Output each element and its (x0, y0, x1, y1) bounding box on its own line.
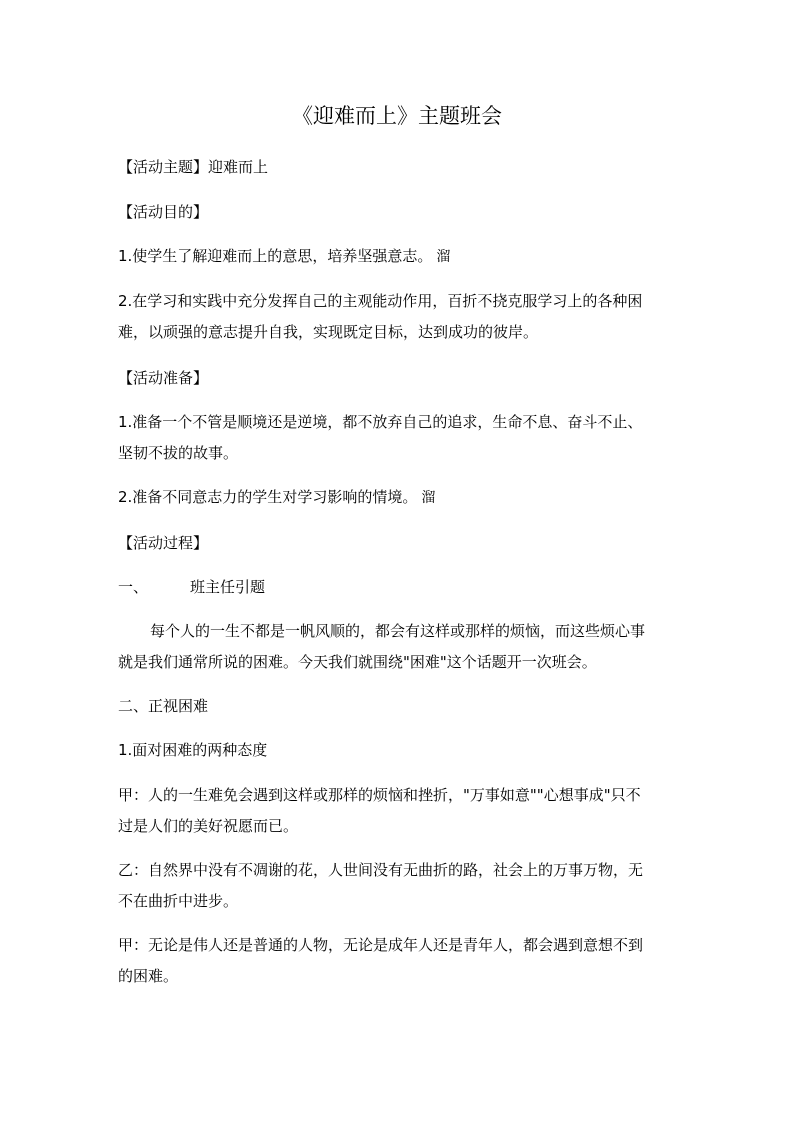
prep-item-2 (118, 487, 688, 508)
document-title: 《迎难而上》主题班会 (292, 104, 502, 128)
dialogue-yi-1-line-1: 乙：自然界中没有不凋谢的花，人世间没有无曲折的路，社会上的万事万物，无 (118, 861, 644, 879)
step-1-number: 一、 (118, 578, 149, 596)
dialogue-jia-2-line-2: 的困难。 (118, 967, 179, 985)
dialogue-jia-2-line-1: 甲：无论是伟人还是普通的人物，无论是成年人还是青年人，都会遇到意想不到 (118, 936, 644, 954)
step-1-title: 班主任引题 (190, 578, 266, 596)
step-2-heading: 二、正视困难 (118, 697, 209, 715)
prep-item-1-line-2: 坚韧不拔的故事。 (118, 444, 239, 462)
purpose-item-1-mark: 溜 (436, 249, 451, 265)
dialogue-jia-1-line-2: 过是人们的美好祝愿而已。 (118, 817, 299, 835)
dialogue-yi-1-line-2: 不在曲折中进步。 (118, 892, 239, 910)
dialogue-jia-1-line-1: 甲：人的一生难免会遇到这样或那样的烦恼和挫折，"万事如意""心想事成"只不 (118, 786, 641, 804)
purpose-item-2-line-1: 2.在学习和实践中充分发挥自己的主观能动作用，百折不挠克服学习上的各种困 (118, 292, 643, 310)
step-2-subheading-1: 1.面对困难的两种态度 (118, 741, 268, 759)
theme-line (118, 157, 688, 177)
purpose-item-2-line-2: 难，以顽强的意志提升自我，实现既定目标，达到成功的彼岸。 (118, 323, 539, 341)
step-1-paragraph-line-1: 每个人的一生不都是一帆风顺的，都会有这样或那样的烦恼，而这些烦心事 (150, 622, 646, 640)
prep-item-1-line-1: 1.准备一个不管是顺境还是逆境，都不放弃自己的追求，生命不息、奋斗不止、 (118, 413, 643, 431)
purpose-item-1 (118, 246, 688, 267)
prep-item-2-text: 2.准备不同意志力的学生对学习影响的情境。 (118, 488, 418, 506)
step-1-paragraph-line-2: 就是我们通常所说的困难。今天我们就围绕"困难"这个话题开一次班会。 (118, 653, 597, 671)
process-heading: 【活动过程】 (118, 534, 209, 552)
theme-value: 迎难而上 (208, 158, 269, 176)
step-1-heading (118, 577, 688, 597)
theme-label: 【活动主题】 (118, 158, 209, 176)
purpose-heading: 【活动目的】 (118, 203, 209, 221)
prep-item-2-mark: 溜 (421, 490, 436, 506)
purpose-item-1-text: 1.使学生了解迎难而上的意思，培养坚强意志。 (118, 247, 433, 265)
prep-heading: 【活动准备】 (118, 369, 209, 387)
